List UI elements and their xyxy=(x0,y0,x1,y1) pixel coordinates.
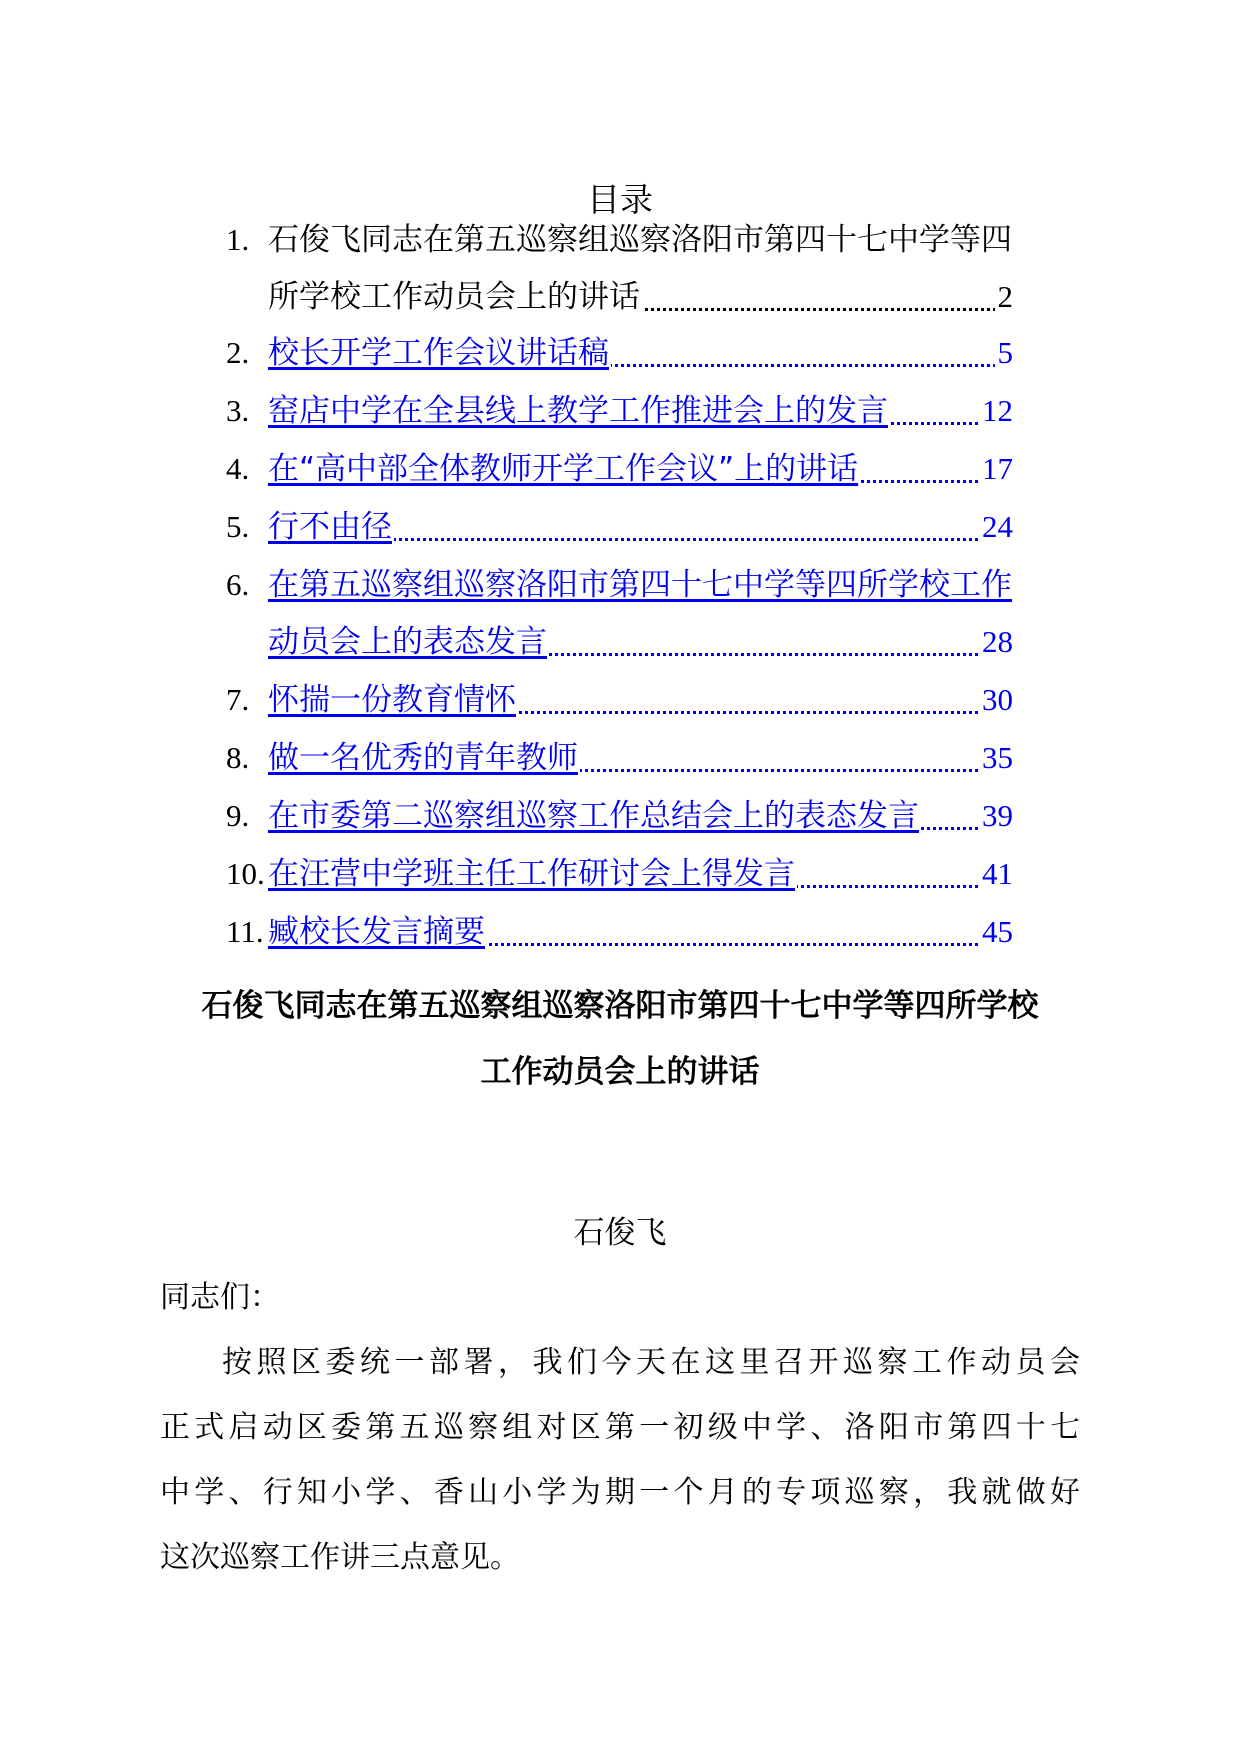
toc-entry-page: 35 xyxy=(979,736,1013,780)
article-title-continued: 工作动员会上的讲话 xyxy=(480,1054,760,1090)
toc-entry-page: 45 xyxy=(979,910,1013,954)
toc-entry-title[interactable]: 窑店中学在全县线上教学工作推进会上的发言 12 xyxy=(268,389,1013,433)
article-title: 石俊飞同志在第五巡察组巡察洛阳市第四十七中学等四所学校 xyxy=(201,988,1039,1024)
toc-entry-number: 3. xyxy=(226,393,250,428)
toc-entry-page: 24 xyxy=(979,505,1013,549)
toc-entry-page: 39 xyxy=(979,794,1013,838)
toc-entry-title[interactable]: 在汪营中学班主任工作研讨会上得发言 41 xyxy=(268,852,1013,896)
toc-entry-number: 1. xyxy=(226,222,250,257)
toc-entry-title-continued[interactable]: 动员会上的表态发言 28 xyxy=(268,620,1013,664)
toc-entry-number: 10. xyxy=(226,856,265,891)
toc-entry-title[interactable]: 在市委第二巡察组巡察工作总结会上的表态发言 39 xyxy=(268,794,1013,838)
paragraph-line: 中学、行知小学、香山小学为期一个月的专项巡察，我就做好 xyxy=(160,1475,1080,1510)
toc-entry-number: 5. xyxy=(226,509,250,544)
toc-entry-title[interactable]: 行不由径 24 xyxy=(268,505,1013,549)
toc-entry-title[interactable]: 在“高中部全体教师开学工作会议”上的讲话 17 xyxy=(268,447,1013,491)
toc-entry-title[interactable]: 臧校长发言摘要 45 xyxy=(268,910,1013,954)
toc-entry-page: 41 xyxy=(979,852,1013,896)
toc-entry-title[interactable]: 在第五巡察组巡察洛阳市第四十七中学等四所学校工作 xyxy=(268,567,1012,603)
toc-entry-page: 2 xyxy=(995,275,1014,319)
salutation: 同志们： xyxy=(160,1280,280,1315)
toc-entry-page: 30 xyxy=(979,678,1013,722)
toc-entry-number: 9. xyxy=(226,798,250,833)
toc-entry-number: 7. xyxy=(226,682,250,717)
toc-entry-page: 28 xyxy=(979,620,1013,664)
toc-entry-title: 石俊飞同志在第五巡察组巡察洛阳市第四十七中学等四 xyxy=(268,222,1012,258)
toc-entry-title[interactable]: 校长开学工作会议讲话稿 5 xyxy=(268,331,1013,375)
article-author: 石俊飞 xyxy=(573,1215,667,1251)
paragraph-line: 按照区委统一部署，我们今天在这里召开巡察工作动员会 xyxy=(222,1345,1080,1380)
toc-entry-number: 2. xyxy=(226,335,250,370)
toc-entry-title[interactable]: 怀揣一份教育情怀 30 xyxy=(268,678,1013,722)
toc-entry-page: 17 xyxy=(979,447,1013,491)
toc-entry-page: 5 xyxy=(995,331,1014,375)
toc-entry-number: 11. xyxy=(226,914,264,949)
toc-entry-page: 12 xyxy=(979,389,1013,433)
toc-entry-title[interactable]: 做一名优秀的青年教师 35 xyxy=(268,736,1013,780)
toc-heading: 目录 xyxy=(587,180,653,219)
toc-entry-number: 8. xyxy=(226,740,250,775)
toc-entry-number: 4. xyxy=(226,451,250,486)
toc-entry-title-continued: 所学校工作动员会上的讲话 2 xyxy=(268,275,1013,319)
paragraph-line: 这次巡察工作讲三点意见。 xyxy=(160,1540,520,1575)
paragraph-line: 正式启动区委第五巡察组对区第一初级中学、洛阳市第四十七 xyxy=(160,1410,1080,1445)
toc-entry-number: 6. xyxy=(226,567,250,602)
